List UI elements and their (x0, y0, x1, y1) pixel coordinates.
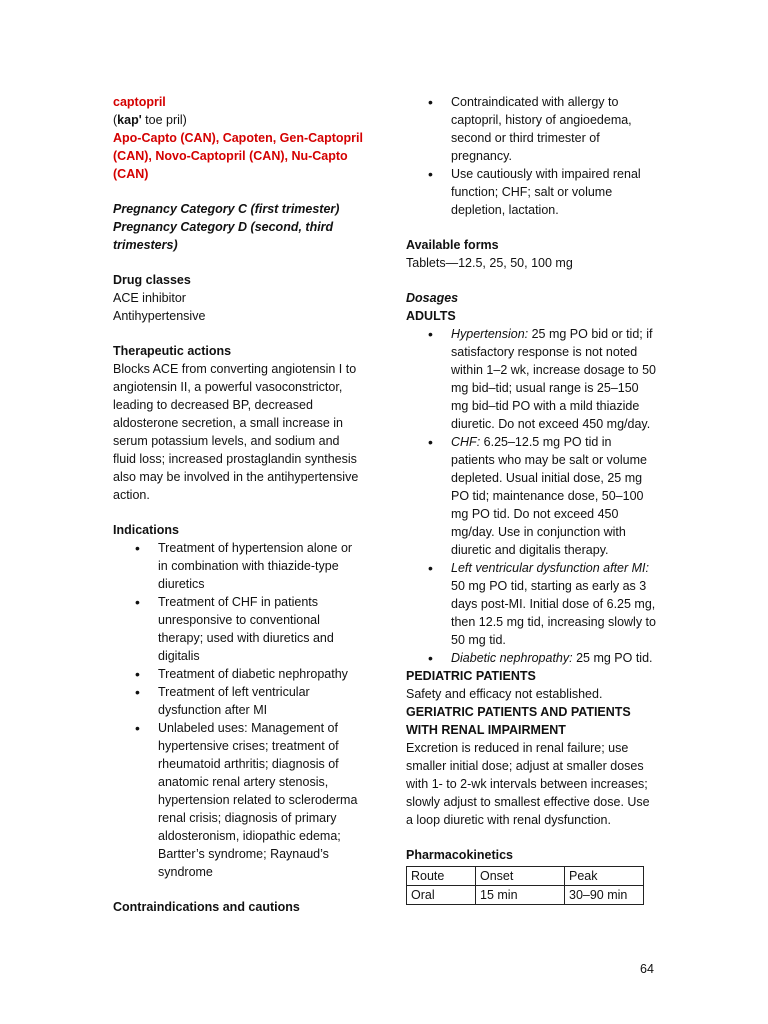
table-cell: 30–90 min (565, 886, 644, 905)
table-header-cell: Peak (565, 867, 644, 886)
brand-names: Apo-Capto (CAN), Capoten, Gen-Captopril (CAN), Novo-Captopril (CAN), Nu-Capto (CAN) (113, 131, 363, 181)
dosage-label: CHF: (451, 435, 481, 449)
pronunciation-rest: toe pril) (141, 113, 187, 127)
pediatric-text: Safety and efficacy not established. (406, 687, 603, 701)
dosage-label: Hypertension: (451, 327, 529, 341)
adults-heading: ADULTS (406, 309, 456, 323)
dosage-label: Left ventricular dysfunction after MI: (451, 561, 650, 575)
contraindications-list (406, 93, 656, 219)
indication-item: • Treatment of left ventricular dysfunction after MI (113, 683, 363, 719)
contraindication-item: • Contraindicated with allergy to captopril, history of angioedema, second or third trimester of pregnancy. (406, 93, 656, 165)
right-column (406, 93, 656, 905)
available-forms-heading: Available forms (406, 238, 499, 252)
pharmacokinetics-table (406, 866, 644, 905)
indications-heading: Indications (113, 523, 179, 537)
table-cell: 15 min (476, 886, 565, 905)
table-cell: Oral (407, 886, 476, 905)
dosages-heading: Dosages (406, 291, 459, 305)
dosage-text: 50 mg PO tid, starting as early as 3 days post-MI. Initial dose of 6.25 mg, then 12.5 mg tid, increasing slowly to 50 mg tid. (451, 579, 656, 647)
indication-item: • Treatment of diabetic nephropathy (113, 665, 363, 683)
table-header-cell: Onset (476, 867, 565, 886)
geriatric-heading: GERIATRIC PATIENTS AND PATIENTS WITH RENAL IMPAIRMENT (406, 705, 631, 737)
contraindications-heading: Contraindications and cautions (113, 900, 300, 914)
dosage-text: 25 mg PO bid or tid; if satisfactory response is not noted within 1–2 wk, increase dosage to 50 mg bid–tid; usual range is 25–150 mg bid–tid PO with a mild thiazide diuretic. Do not exceed 450 mg/day. (451, 327, 656, 431)
indications-list (113, 539, 363, 881)
adult-dosage-list (406, 325, 656, 667)
adult-dosage-item (406, 559, 656, 649)
dosage-text: 25 mg PO tid. (572, 651, 653, 665)
drug-name: captopril (113, 95, 166, 109)
table-header-cell: Route (407, 867, 476, 886)
adult-dosage-item (406, 433, 656, 559)
therapeutic-actions-heading: Therapeutic actions (113, 344, 232, 358)
pediatric-heading: PEDIATRIC PATIENTS (406, 669, 536, 683)
available-forms-text: Tablets—12.5, 25, 50, 100 mg (406, 256, 573, 270)
table-header-row (407, 867, 644, 886)
left-column (113, 93, 363, 916)
dosage-text: 6.25–12.5 mg PO tid in patients who may be salt or volume depleted. Usual initial dose, 25 mg PO tid; maintenance dose, 50–100 mg PO tid. Do not exceed 450 mg/day. Use in conjunction with diuretic and digitalis therapy. (451, 435, 647, 557)
pronunciation-stress: kap' (117, 113, 142, 127)
indication-item: • Unlabeled uses: Management of hypertensive crises; treatment of rheumatoid arthritis; diagnosis of anatomic renal artery stenosis, hypertension related to scleroderma renal crisis; diagnosis of primary aldosteronism, idiopathic edema; Bartter’s syndrome; Raynaud’s syndrome (113, 719, 363, 881)
adult-dosage-item (406, 649, 656, 667)
adult-dosage-item (406, 325, 656, 433)
pharmacokinetics-heading: Pharmacokinetics (406, 848, 513, 862)
drug-class-item: Antihypertensive (113, 309, 206, 323)
drug-class-item: ACE inhibitor (113, 291, 186, 305)
dosage-label: Diabetic nephropathy: (451, 651, 573, 665)
geriatric-text: Excretion is reduced in renal failure; use smaller initial dose; adjust at smaller doses with 1- to 2-wk intervals between increases; slowly adjust to smallest effective dose. Use a loop diuretic with renal dysfunction. (406, 741, 650, 827)
pregnancy-category-c: Pregnancy Category C (first trimester) (113, 202, 340, 216)
indication-item: • Treatment of CHF in patients unresponsive to conventional therapy; used with diuretics and digitalis (113, 593, 363, 665)
pregnancy-category-d: Pregnancy Category D (second, third trimesters) (113, 220, 334, 252)
drug-classes-heading: Drug classes (113, 273, 191, 287)
contraindication-item: • Use cautiously with impaired renal function; CHF; salt or volume depletion, lactation. (406, 165, 656, 219)
table-row (407, 886, 644, 905)
pronunciation: (kap' toe pril) (113, 113, 187, 127)
indication-item: • Treatment of hypertension alone or in combination with thiazide-type diuretics (113, 539, 363, 593)
therapeutic-actions-text: Blocks ACE from converting angiotensin I to angiotensin II, a powerful vasoconstrictor, leading to decreased BP, decreased aldosterone secretion, a small increase in serum potassium levels, and sodium and fluid loss; increased prostaglandin synthesis also may be involved in the antihypertensive action. (113, 362, 359, 502)
page-number: 64 (640, 962, 654, 976)
